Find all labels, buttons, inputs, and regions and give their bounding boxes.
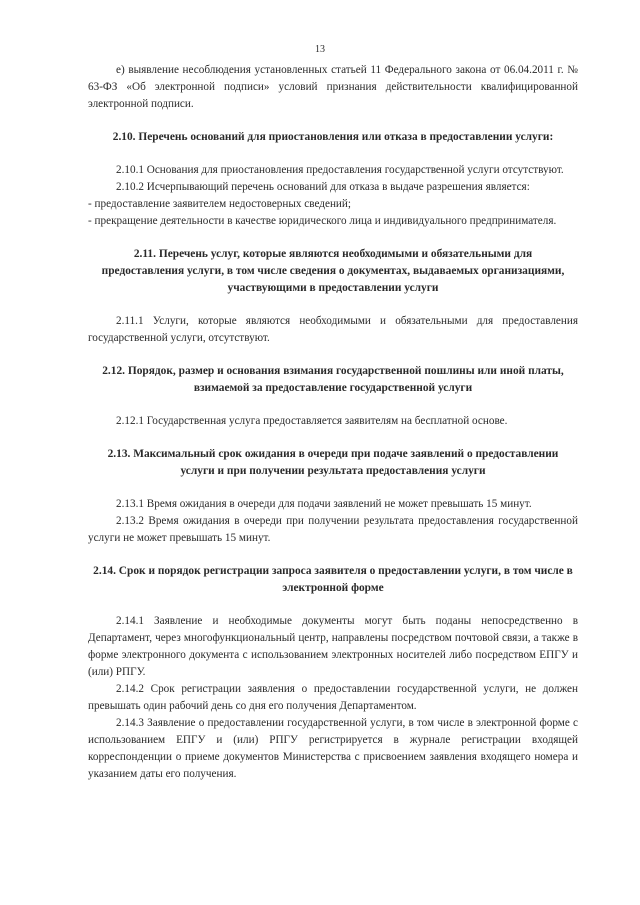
paragraph-2-13-1: 2.13.1 Время ожидания в очереди для подачи заявлений не может превышать 15 минут. (116, 498, 532, 510)
paragraph-2-10-2: 2.10.2 Исчерпывающий перечень оснований для отказа в выдаче разрешения является: (116, 181, 530, 193)
section-2-12-heading: 2.12. Порядок, размер и основания взимания государственной пошлины или иной платы, взимаемой за предоставление государственной услуги (102, 365, 564, 394)
intro-paragraph: е) выявление несоблюдения установленных статьей 11 Федерального закона от 06.04.2011 г. № 63-ФЗ «Об электронной подписи» условий признания действительности квалифицированной электронной подписи. (88, 64, 578, 110)
list-item-unreliable-info: - предоставление заявителем недостоверных сведений; (88, 198, 352, 210)
section-2-11-heading: 2.11. Перечень услуг, которые являются необходимыми и обязательными для предоставления услуги, в том числе сведения о документах, выдаваемых организациями, участвующими в предоставлении услуги (101, 248, 565, 294)
paragraph-2-14-2: 2.14.2 Срок регистрации заявления о предоставлении государственной услуги, не должен превышать один рабочий день со дня его получения Департаментом. (88, 683, 578, 712)
paragraph-2-10-1: 2.10.1 Основания для приостановления предоставления государственной услуги отсутствуют. (116, 164, 564, 176)
paragraph-2-14-1: 2.14.1 Заявление и необходимые документы могут быть поданы непосредственно в Департамент, через многофункциональный центр, направлены посредством почтовой связи, а также в форме электронного документа с использованием электронных носителей либо посредством ЕПГУ и (или) РПГУ. (88, 615, 578, 678)
page-number: 13 (315, 44, 325, 55)
paragraph-2-13-2: 2.13.2 Время ожидания в очереди при получении результата предоставления государственной услуги не может превышать 15 минут. (88, 515, 578, 544)
document-body (88, 62, 578, 783)
paragraph-2-12-1: 2.12.1 Государственная услуга предоставляется заявителям на бесплатной основе. (116, 415, 508, 427)
section-2-13-heading: 2.13. Максимальный срок ожидания в очереди при подаче заявлений о предоставлении услуги и при получении результата предоставления услуги (107, 448, 559, 477)
section-2-10-heading: 2.10. Перечень оснований для приостановления или отказа в предоставлении услуги: (112, 131, 554, 143)
paragraph-2-11-1: 2.11.1 Услуги, которые являются необходимыми и обязательными для предоставления государственной услуги, отсутствуют. (88, 315, 578, 344)
paragraph-2-14-3: 2.14.3 Заявление о предоставлении государственной услуги, в том числе в электронной форме с использованием ЕПГУ и (или) РПГУ регистрируется в журнале регистрации входящей корреспонденции о приеме документов Министерства с присвоением заявления входящего номера и указанием даты его получения. (88, 717, 578, 780)
list-item-termination: - прекращение деятельности в качестве юридического лица и индивидуального предпринимателя. (88, 215, 557, 227)
section-2-14-heading: 2.14. Срок и порядок регистрации запроса заявителя о предоставлении услуги, в том числе в электронной форме (93, 565, 573, 594)
